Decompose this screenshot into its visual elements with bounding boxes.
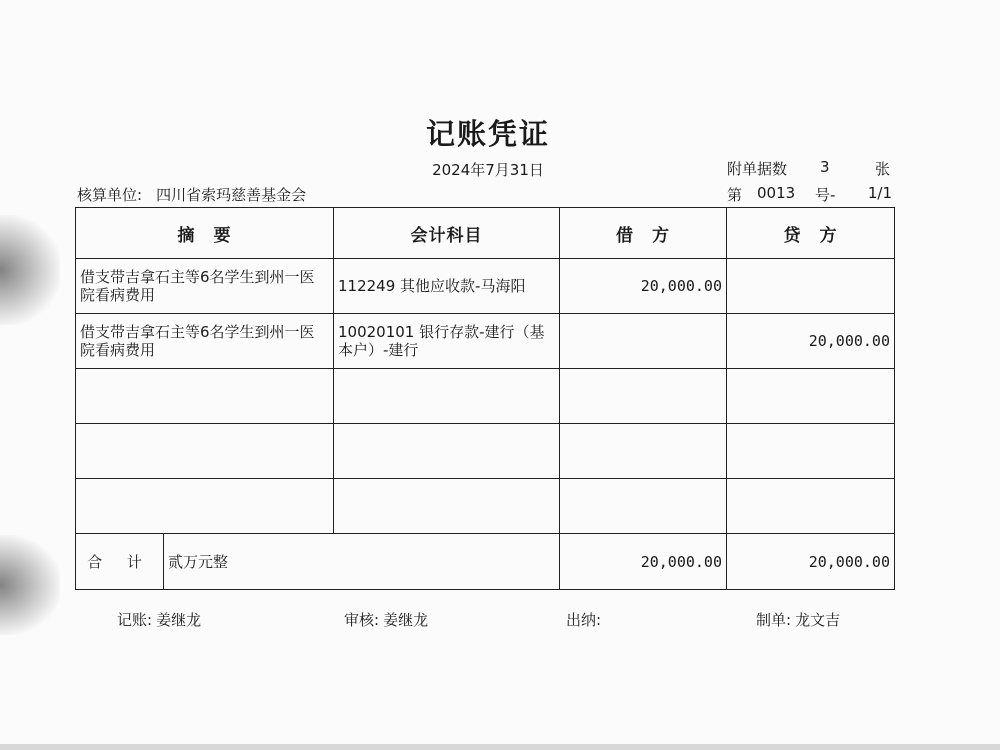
row-summary: 借支带吉拿石主等6名学生到州一医院看病费用 — [76, 314, 334, 369]
row-account: 10020101 银行存款-建行（基本户）-建行 — [334, 314, 560, 369]
preparer-label: 制单: — [756, 611, 792, 629]
table-row — [76, 259, 895, 314]
header-debit: 借 方 — [560, 208, 727, 259]
table-row-empty — [76, 479, 895, 534]
row-account: 112249 其他应收款-马海阳 — [334, 259, 560, 314]
total-row — [76, 534, 895, 590]
bookkeeper-label: 记账: — [117, 611, 153, 629]
row-credit — [727, 259, 895, 314]
cashier-label: 出纳: — [566, 611, 602, 629]
reviewer-name: 姜继龙 — [383, 611, 429, 629]
accounting-unit-label: 核算单位: — [77, 186, 143, 204]
total-label: 合 计 — [76, 534, 164, 590]
attachment-count — [727, 158, 891, 179]
table-row-empty — [76, 369, 895, 424]
total-debit: 20,000.00 — [560, 534, 727, 590]
voucher-title: 记账凭证 — [425, 117, 550, 151]
total-credit: 20,000.00 — [727, 534, 895, 590]
scan-smudge — [0, 215, 60, 325]
voucher-number — [727, 184, 892, 205]
header-credit: 贷 方 — [727, 208, 895, 259]
attachment-number: 3 — [820, 158, 830, 176]
preparer — [756, 609, 840, 630]
row-debit — [560, 314, 727, 369]
scan-edge — [0, 744, 1000, 750]
row-summary: 借支带吉拿石主等6名学生到州一医院看病费用 — [76, 259, 334, 314]
cashier — [566, 609, 605, 630]
voucher-table — [75, 207, 895, 590]
header-account: 会计科目 — [334, 208, 560, 259]
attachment-unit: 张 — [875, 160, 891, 178]
reviewer — [344, 609, 428, 630]
scan-smudge — [0, 535, 60, 635]
total-amount-words: 贰万元整 — [164, 534, 560, 590]
row-credit: 20,000.00 — [727, 314, 895, 369]
header-summary: 摘 要 — [76, 208, 334, 259]
preparer-name: 龙文吉 — [795, 611, 841, 629]
bookkeeper-name: 姜继龙 — [156, 611, 202, 629]
voucher-suffix: 号- — [815, 186, 836, 204]
row-debit: 20,000.00 — [560, 259, 727, 314]
attachment-label: 附单据数 — [727, 160, 788, 178]
voucher-date: 2024年7月31日 — [432, 161, 544, 179]
bookkeeper — [117, 609, 201, 630]
accounting-unit-value: 四川省索玛慈善基金会 — [156, 186, 307, 204]
reviewer-label: 审核: — [344, 611, 380, 629]
voucher-number-value: 0013 — [757, 184, 796, 202]
table-header-row — [76, 208, 895, 259]
accounting-unit — [77, 184, 306, 205]
table-row-empty — [76, 424, 895, 479]
voucher-page: 1/1 — [867, 184, 892, 202]
table-row — [76, 314, 895, 369]
voucher-prefix: 第 — [727, 186, 743, 204]
